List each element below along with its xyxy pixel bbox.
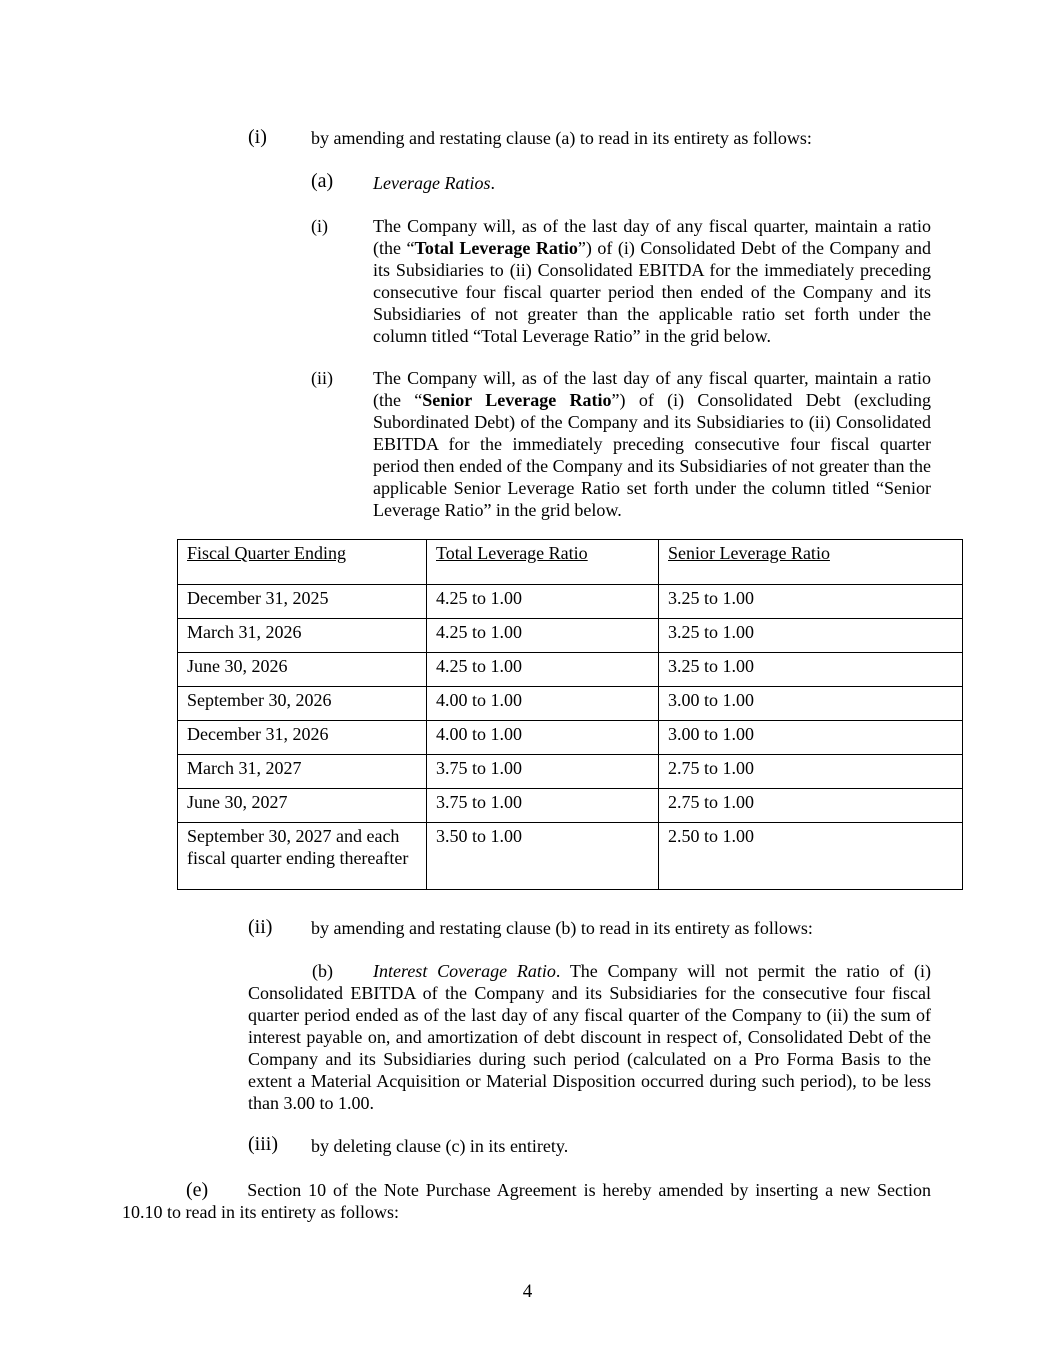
sub-ii-paragraph xyxy=(373,367,931,521)
table-cell: 3.00 to 1.00 xyxy=(659,687,963,721)
sub-i-defined-term: Total Leverage Ratio xyxy=(414,238,578,258)
table-row xyxy=(178,823,963,890)
item-i-text: by amending and restating clause (a) to read in its entirety as follows: xyxy=(311,128,812,148)
item-e-paragraph xyxy=(122,1179,931,1223)
table-cell: 3.00 to 1.00 xyxy=(659,721,963,755)
item-e-marker: (e) xyxy=(186,1179,209,1201)
sub-i-marker: (i) xyxy=(311,216,328,236)
table-cell: December 31, 2025 xyxy=(178,585,427,619)
item-e-text: Section 10 of the Note Purchase Agreement is hereby amended by inserting a new Section 10.10 to read in its entirety as follows: xyxy=(122,1180,931,1222)
item-ii-text: by amending and restating clause (b) to read in its entirety as follows: xyxy=(311,918,813,938)
clause-a-title-suffix: . xyxy=(490,173,495,193)
table-header-row xyxy=(178,540,963,585)
header-total-leverage-ratio: Total Leverage Ratio xyxy=(436,543,588,563)
clause-b-paragraph xyxy=(248,960,931,1114)
table-cell: 3.75 to 1.00 xyxy=(427,755,659,789)
item-ii-marker: (ii) xyxy=(248,916,273,938)
table-cell: September 30, 2026 xyxy=(178,687,427,721)
header-fiscal-quarter-ending: Fiscal Quarter Ending xyxy=(187,543,346,563)
table-cell: 4.00 to 1.00 xyxy=(427,687,659,721)
table-cell: September 30, 2027 and each fiscal quarter ending thereafter xyxy=(178,823,427,890)
table-header-cell xyxy=(178,540,427,585)
table-row xyxy=(178,687,963,721)
table-cell: 4.25 to 1.00 xyxy=(427,619,659,653)
item-iii-marker: (iii) xyxy=(248,1133,278,1155)
sub-ii-defined-term: Senior Leverage Ratio xyxy=(422,390,612,410)
table-cell: 3.25 to 1.00 xyxy=(659,653,963,687)
table-row xyxy=(178,789,963,823)
clause-a-heading xyxy=(373,172,495,194)
table-row xyxy=(178,585,963,619)
table-cell: December 31, 2026 xyxy=(178,721,427,755)
header-senior-leverage-ratio: Senior Leverage Ratio xyxy=(668,543,830,563)
table-row xyxy=(178,619,963,653)
sub-ii-text-after: ”) of (i) Consolidated Debt (excluding Subordinated Debt) of the Company and its Subsidiaries to (ii) Consolidated EBITDA for the immediately preceding consecutive four fiscal quarter period then ended of the Company and its Subsidiaries of not greater than the applicable Senior Leverage Ratio set forth under the column titled “Senior Leverage Ratio” in the grid below. xyxy=(373,390,931,520)
table-cell: 2.75 to 1.00 xyxy=(659,789,963,823)
item-i-marker: (i) xyxy=(248,126,267,148)
clause-b-text: . The Company will not permit the ratio of (i) Consolidated EBITDA of the Company and its Subsidiaries for the consecutive four fiscal quarter period ended as of the last day of any fiscal quarter of the Company to (ii) the sum of interest payable on, and amortization of debt discount in respect of, Consolidated Debt of the Company and its Subsidiaries during such period (calculated on a Pro Forma Basis to the extent a Material Acquisition or Material Disposition occurred during such period), to be less than 3.00 to 1.00. xyxy=(248,961,931,1113)
table-cell: 3.25 to 1.00 xyxy=(659,619,963,653)
sub-ii-marker: (ii) xyxy=(311,368,333,388)
table-cell: 4.25 to 1.00 xyxy=(427,585,659,619)
clause-a-marker: (a) xyxy=(311,170,334,192)
table-cell: 3.25 to 1.00 xyxy=(659,585,963,619)
sub-i-paragraph xyxy=(373,215,931,347)
sub-i-text-after: ”) of (i) Consolidated Debt of the Company and its Subsidiaries to (ii) Consolidated EBITDA for the immediately preceding consecutive four fiscal quarter period then ended of the Company and its Subsidiaries of not greater than the applicable ratio set forth under the column titled “Total Leverage Ratio” in the grid below. xyxy=(373,238,931,346)
table-row xyxy=(178,721,963,755)
sub-ii-text-before: The Company will, as of the last day of any fiscal quarter, maintain a ratio (the “ xyxy=(373,368,931,410)
page-number: 4 xyxy=(522,1281,533,1302)
item-iii-text: by deleting clause (c) in its entirety. xyxy=(311,1136,569,1156)
table-header-cell xyxy=(659,540,963,585)
table-cell: 2.75 to 1.00 xyxy=(659,755,963,789)
table-header-cell xyxy=(427,540,659,585)
leverage-ratio-table xyxy=(177,539,963,890)
table-cell: June 30, 2026 xyxy=(178,653,427,687)
table-cell: 2.50 to 1.00 xyxy=(659,823,963,890)
table-cell: March 31, 2026 xyxy=(178,619,427,653)
table-cell: 4.25 to 1.00 xyxy=(427,653,659,687)
sub-i-text-before: The Company will, as of the last day of any fiscal quarter, maintain a ratio (the “ xyxy=(373,216,931,258)
table-cell: March 31, 2027 xyxy=(178,755,427,789)
table-cell: 3.50 to 1.00 xyxy=(427,823,659,890)
clause-a-title: Leverage Ratios xyxy=(373,173,491,193)
table-cell: 4.00 to 1.00 xyxy=(427,721,659,755)
table-cell: 3.75 to 1.00 xyxy=(427,789,659,823)
clause-b-marker: (b) xyxy=(312,961,333,981)
clause-b-title: Interest Coverage Ratio xyxy=(373,961,556,981)
table-row xyxy=(178,755,963,789)
table-row xyxy=(178,653,963,687)
table-cell: June 30, 2027 xyxy=(178,789,427,823)
